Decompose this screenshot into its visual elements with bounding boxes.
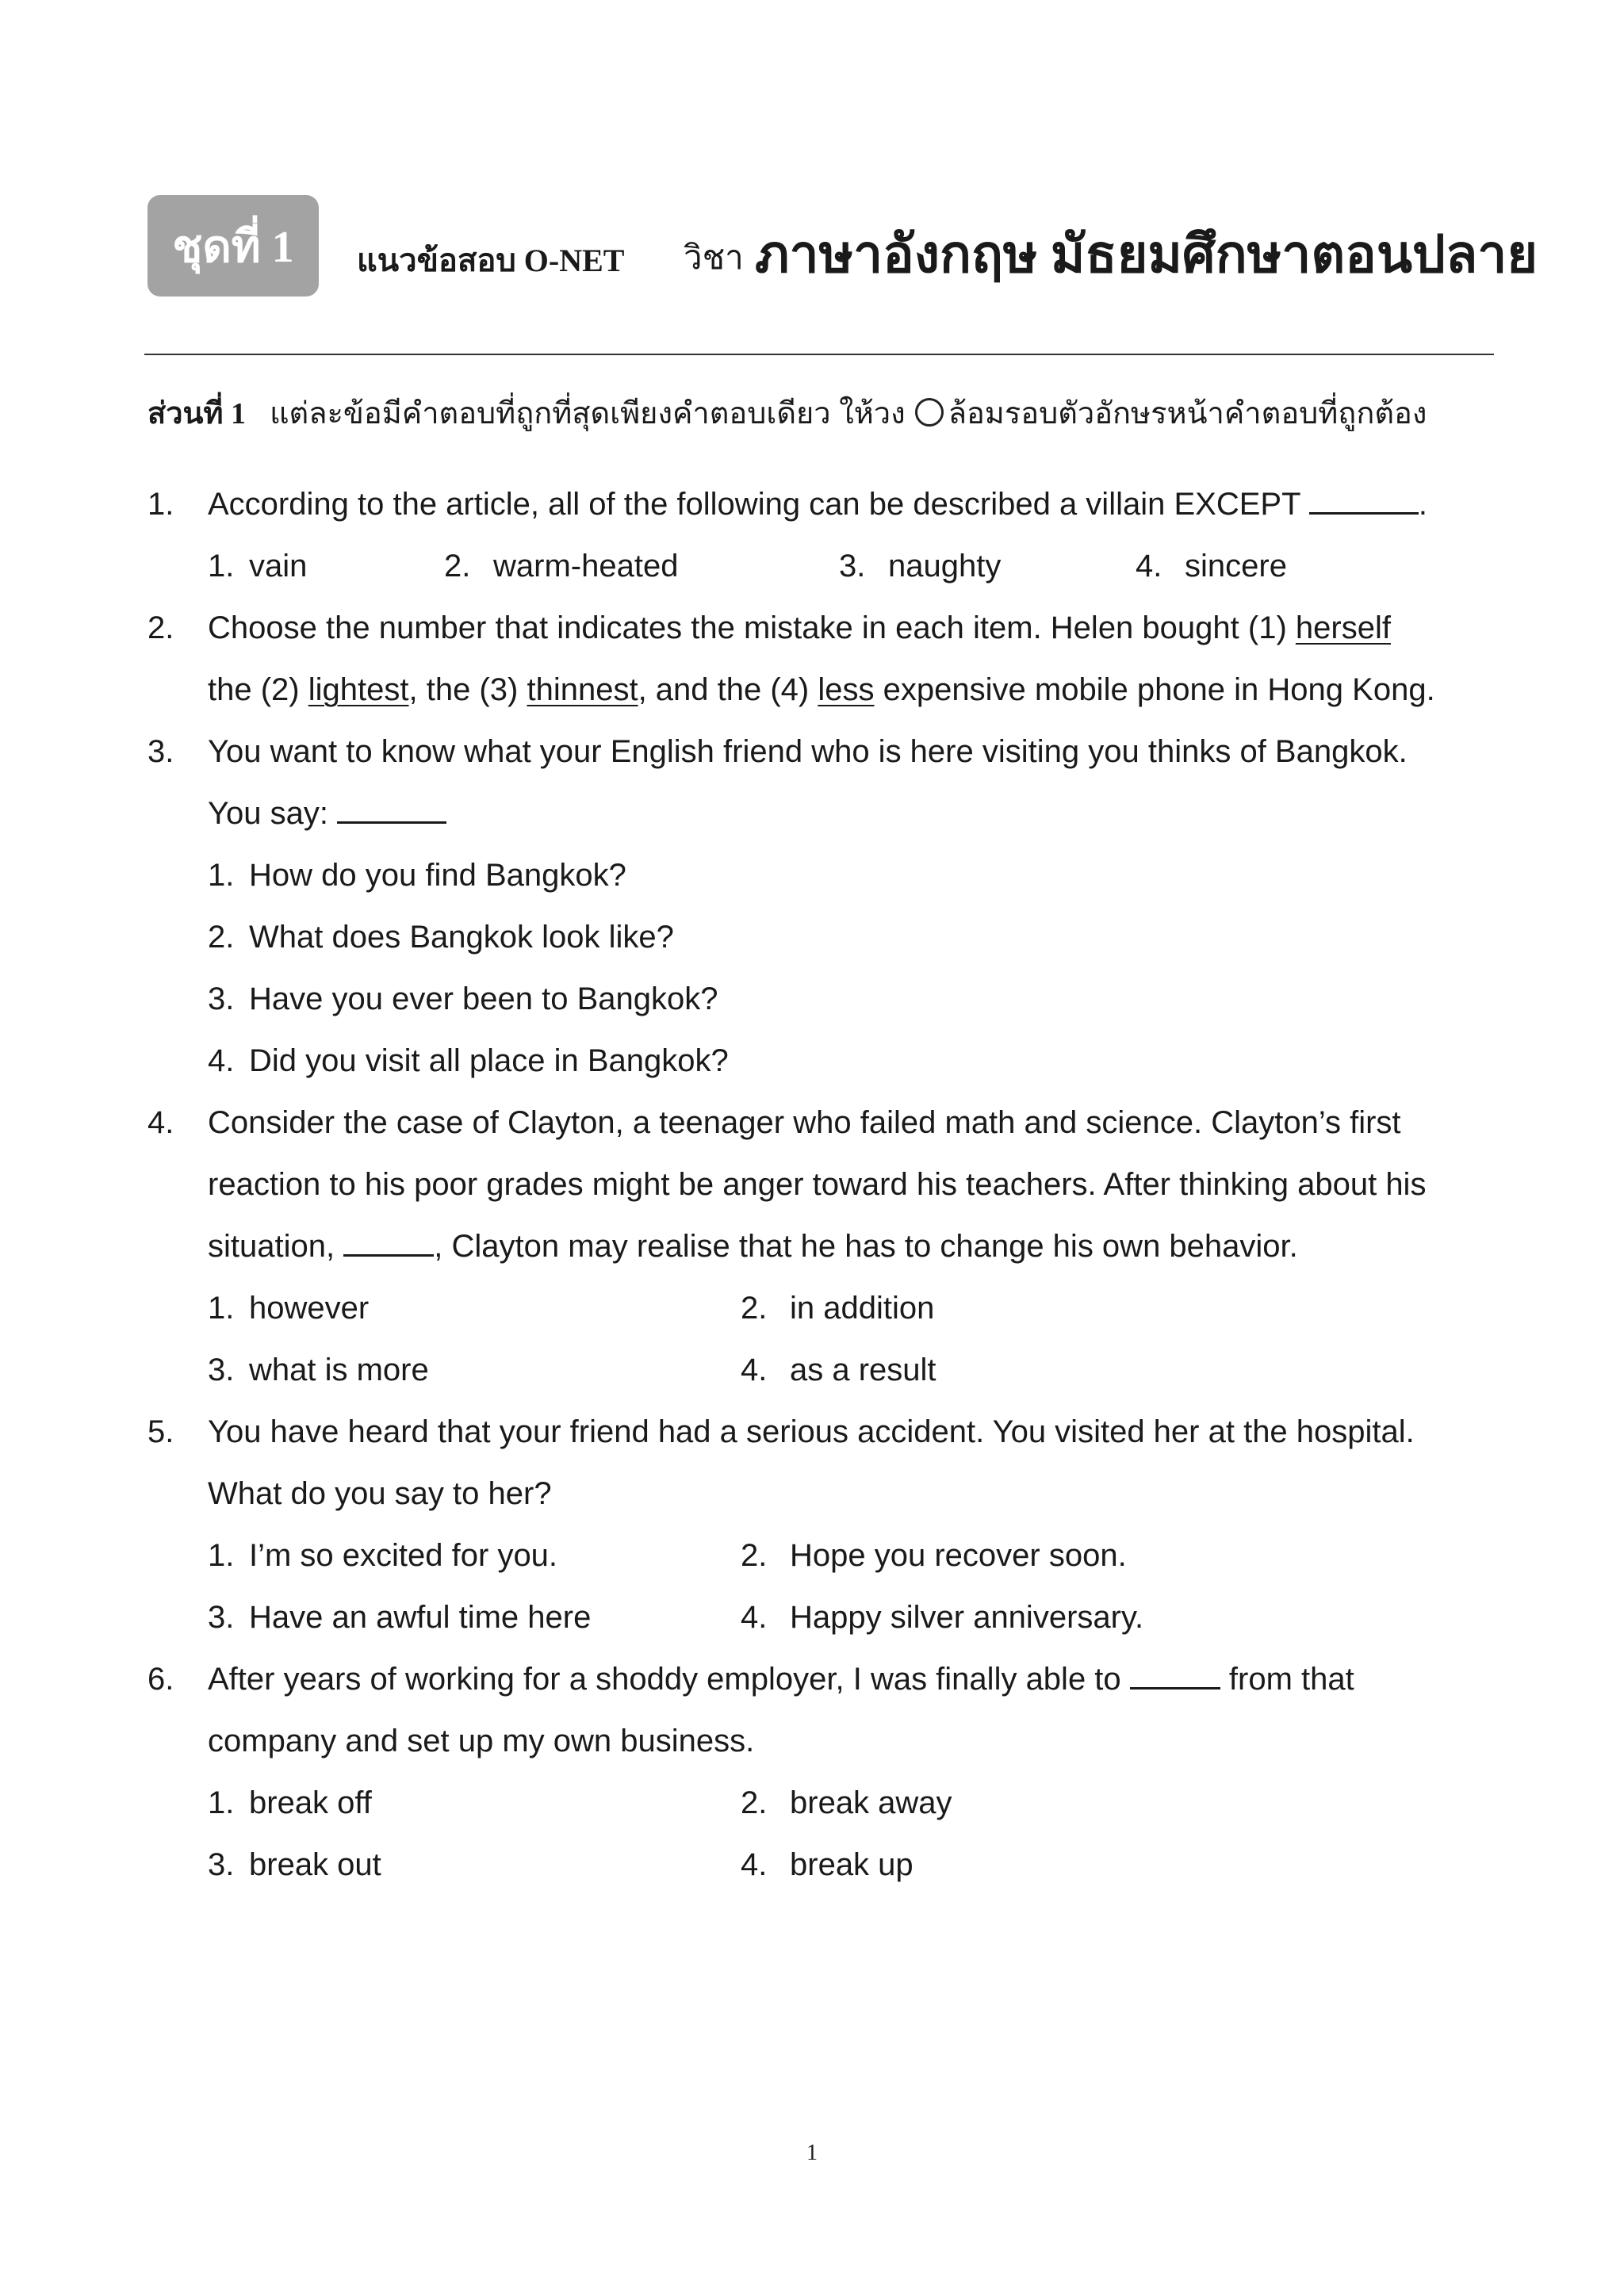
option-4[interactable]: 4. Happy silver anniversary. xyxy=(741,1600,1144,1635)
section-instruction xyxy=(147,388,1427,437)
question-text-line-1: Consider the case of Clayton, a teenager who failed math and science. Clayton’s first xyxy=(208,1105,1401,1140)
option-3[interactable]: 3. what is more xyxy=(208,1353,429,1387)
option-2[interactable]: 2. in addition xyxy=(741,1291,935,1326)
question-text-line-2: What do you say to her? xyxy=(208,1476,552,1511)
question-number: 2. xyxy=(147,610,174,645)
question-text-line-2: company and set up my own business. xyxy=(208,1724,755,1758)
option-3[interactable]: 3. break out xyxy=(208,1847,381,1882)
option-2[interactable]: 2. break away xyxy=(741,1785,952,1820)
answer-blank xyxy=(1309,507,1419,515)
underlined-choice-4: less xyxy=(818,672,875,707)
option-3[interactable]: 3. Have you ever been to Bangkok? xyxy=(208,982,718,1016)
question-text-line-3: situation, , Clayton may realise that he has to change his own behavior. xyxy=(208,1229,1298,1264)
option-4[interactable]: 4. break up xyxy=(741,1847,914,1882)
question-text-line-1: You want to know what your English friend who is here visiting you thinks of Bangkok. xyxy=(208,734,1408,769)
option-3[interactable]: 3. naughty xyxy=(839,549,1002,584)
question-number: 4. xyxy=(147,1105,174,1140)
option-1[interactable]: 1. I’m so excited for you. xyxy=(208,1538,558,1573)
section-label: ส่วนที่ 1 xyxy=(147,397,247,430)
page-header xyxy=(147,195,1538,298)
question-text-line-1: After years of working for a shoddy employer, I was finally able to from that xyxy=(208,1662,1354,1697)
option-1[interactable]: 1. however xyxy=(208,1291,370,1326)
option-1[interactable]: 1. vain xyxy=(208,549,308,584)
option-4[interactable]: 4. Did you visit all place in Bangkok? xyxy=(208,1043,729,1078)
question-text-line-2: You say: xyxy=(208,796,446,832)
underlined-choice-2: lightest xyxy=(308,672,409,707)
subject-label: วิชา xyxy=(684,240,744,277)
header-divider xyxy=(144,354,1494,355)
underlined-choice-1: herself xyxy=(1295,610,1391,645)
question-number: 6. xyxy=(147,1662,174,1697)
question-text-line-1: Choose the number that indicates the mistake in each item. Helen bought (1) herself xyxy=(208,610,1391,645)
option-4[interactable]: 4. as a result xyxy=(741,1353,936,1387)
question-text xyxy=(208,487,1427,522)
question-text-line-2: reaction to his poor grades might be anger toward his teachers. After thinking about his xyxy=(208,1167,1427,1202)
subject-title: ภาษาอังกฤษ มัธยมศึกษาตอนปลาย xyxy=(755,226,1538,284)
question-number: 1. xyxy=(147,487,174,522)
set-badge: ชุดที่ 1 xyxy=(147,195,319,297)
option-4[interactable]: 4. sincere xyxy=(1136,549,1287,584)
option-2[interactable]: 2. What does Bangkok look like? xyxy=(208,920,674,955)
question-text-line-1: You have heard that your friend had a serious accident. You visited her at the hospital. xyxy=(208,1414,1415,1449)
question-end: . xyxy=(1418,487,1428,522)
instruction-text-after: ล้อมรอบตัวอักษรหน้าคำตอบที่ถูกต้อง xyxy=(948,397,1427,430)
answer-blank xyxy=(343,1249,434,1257)
instruction-text-before: แต่ละข้อมีคำตอบที่ถูกที่สุดเพียงคำตอบเดียว ให้วง xyxy=(270,397,906,430)
question-number: 5. xyxy=(147,1414,174,1449)
option-2[interactable]: 2. Hope you recover soon. xyxy=(741,1538,1127,1573)
underlined-choice-3: thinnest xyxy=(527,672,638,707)
circle-icon xyxy=(915,398,944,427)
question-text-line-2: the (2) lightest, the (3) thinnest, and the (4) less expensive mobile phone in Hong Kong. xyxy=(208,672,1435,707)
option-2[interactable]: 2. warm-heated xyxy=(444,549,679,584)
question-number: 3. xyxy=(147,734,174,769)
option-3[interactable]: 3. Have an awful time here xyxy=(208,1600,592,1635)
answer-blank xyxy=(337,817,446,824)
exam-name: แนวข้อสอบ O-NET xyxy=(357,243,625,278)
answer-blank xyxy=(1130,1682,1220,1689)
page-number: 1 xyxy=(806,2141,818,2165)
option-1[interactable]: 1. break off xyxy=(208,1785,372,1820)
question-stem: According to the article, all of the following can be described a villain EXCEPT xyxy=(208,487,1300,522)
option-1[interactable]: 1. How do you find Bangkok? xyxy=(208,858,626,893)
